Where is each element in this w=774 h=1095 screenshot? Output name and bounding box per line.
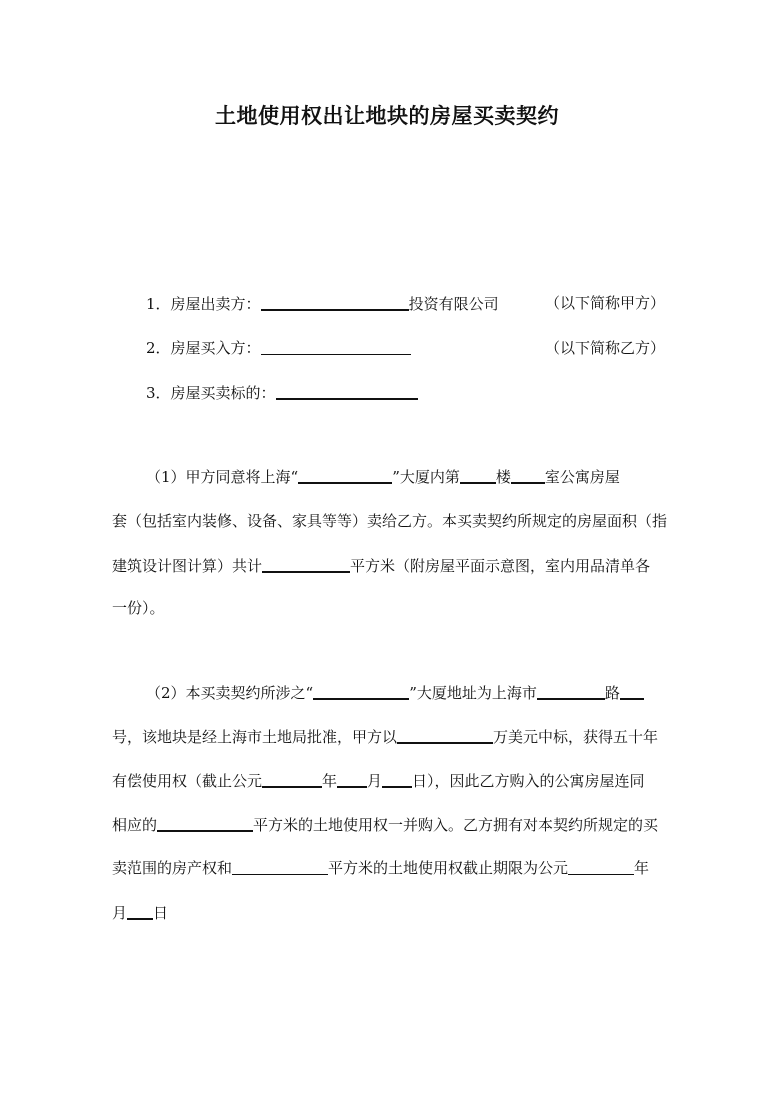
paragraph-1-line-2: 套（包括室内装修、设备、家具等等）卖给乙方。本买卖契约所规定的房屋面积（指 [112, 512, 668, 530]
item-after: 投资有限公司 [408, 295, 499, 313]
day-blank [382, 769, 412, 788]
item-number: 1． [146, 295, 171, 313]
paragraph-2-line-3 [112, 769, 672, 792]
building-blank [313, 681, 409, 700]
text: ”大厦内第 [392, 468, 460, 486]
text: 平方米（附房屋平面示意图，室内用品清单各 [350, 557, 651, 575]
area-blank [262, 554, 350, 573]
text: 年 [634, 859, 650, 877]
subject-blank [276, 381, 418, 400]
text: 平方米的土地使用权一并购入。乙方拥有对本契约所规定的买 [253, 816, 659, 834]
paragraph-2-line-1 [146, 681, 666, 704]
buyer-blank [261, 337, 411, 355]
item-label: 房屋买卖标的： [170, 384, 276, 402]
paragraph-2-line-5 [112, 857, 672, 879]
text: ”大厦地址为上海市 [409, 684, 537, 702]
paragraph-1-line-3 [112, 554, 672, 577]
land-area-blank [157, 813, 253, 832]
text: 相应的 [112, 816, 158, 834]
seller-blank [261, 292, 409, 311]
text: 月 [367, 772, 383, 790]
paragraph-2-line-6 [112, 901, 672, 924]
item-note: （以下简称乙方） [545, 339, 666, 357]
text: 路 [604, 684, 620, 702]
text: 年 [322, 772, 338, 790]
text: 日 [153, 904, 169, 922]
land-area-blank [232, 857, 328, 875]
text: 月 [112, 904, 128, 922]
text: 楼 [495, 468, 511, 486]
day-blank [127, 901, 153, 920]
month-blank [337, 769, 367, 788]
item-number: 3． [146, 384, 171, 402]
number-blank [620, 681, 644, 700]
item-note: （以下简称甲方） [545, 294, 666, 312]
item-subject [146, 381, 706, 404]
paragraph-1-line-1 [146, 465, 666, 488]
text: 卖范围的房产权和 [112, 859, 233, 877]
text: 号，该地块是经上海市土地局批准，甲方以 [112, 728, 398, 746]
year-blank [568, 857, 634, 875]
road-blank [537, 681, 605, 700]
paragraph-1-line-4: 一份）。 [112, 599, 165, 617]
document-title: 土地使用权出让地块的房屋买卖契约 [215, 104, 559, 128]
floor-blank [460, 465, 496, 484]
text: 日），因此乙方购入的公寓房屋连同 [412, 772, 645, 790]
item-label: 房屋出卖方： [170, 295, 261, 313]
text: 万美元中标，获得五十年 [493, 728, 659, 746]
price-blank [397, 725, 493, 744]
paragraph-2-line-4 [112, 813, 672, 836]
year-blank [262, 769, 322, 788]
paragraph-2-line-2 [112, 725, 672, 748]
text: 室公寓房屋 [544, 468, 620, 486]
text: （1）甲方同意将上海“ [146, 468, 299, 486]
text: 建筑设计图计算）共计 [112, 557, 263, 575]
item-label: 房屋买入方： [170, 339, 261, 357]
text: （2）本买卖契约所涉之“ [146, 684, 314, 702]
item-number: 2． [146, 339, 171, 357]
text: 平方米的土地使用权截止期限为公元 [328, 859, 569, 877]
building-blank [298, 465, 392, 484]
room-blank [511, 465, 545, 484]
text: 有偿使用权（截止公元 [112, 772, 263, 790]
